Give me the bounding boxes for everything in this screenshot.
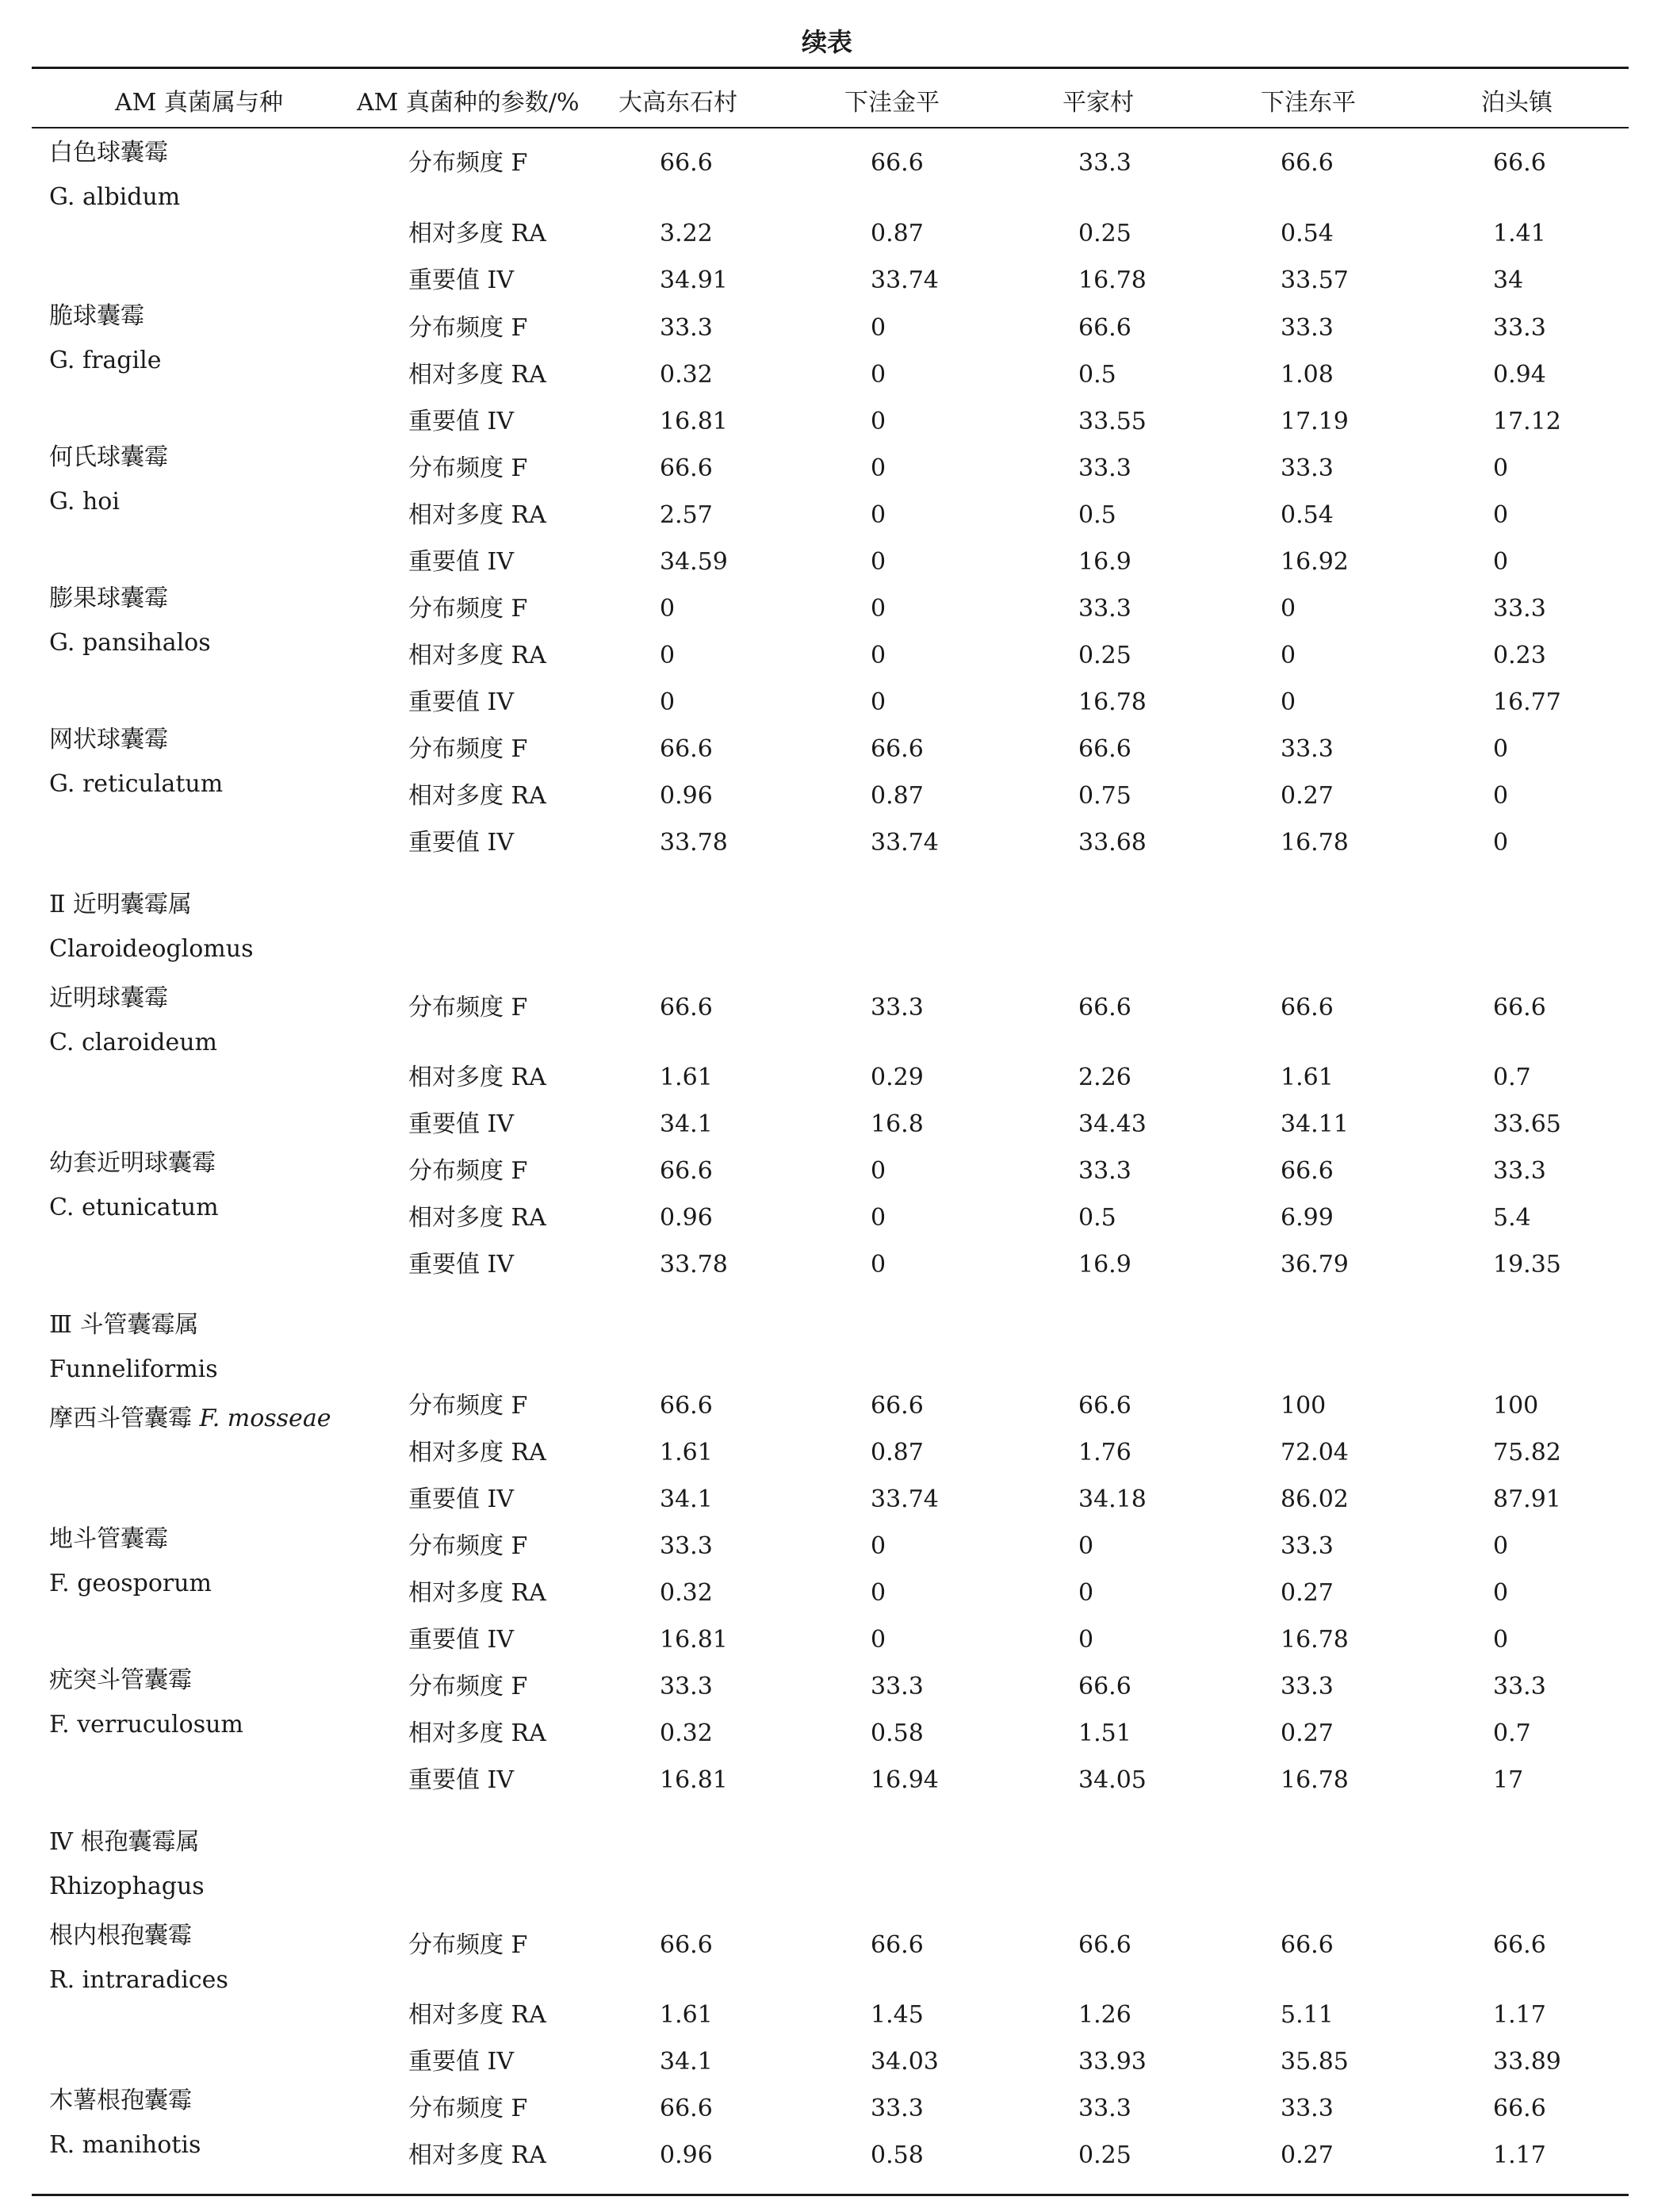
header-site-2: 下洼金平 — [844, 89, 940, 117]
row-parameter: 分布频度 F — [408, 454, 528, 482]
value-site-2: 66.6 — [871, 735, 924, 763]
value-site-4: 66.6 — [1281, 1931, 1334, 1959]
value-site-1: 1.61 — [660, 1439, 713, 1466]
value-site-2: 0 — [871, 361, 886, 389]
value-site-3: 34.43 — [1078, 1110, 1147, 1138]
header-rule — [32, 127, 1629, 128]
value-site-2: 33.74 — [871, 266, 939, 294]
value-site-5: 17.12 — [1493, 408, 1561, 435]
value-site-1: 2.57 — [660, 501, 713, 529]
value-site-1: 66.6 — [660, 735, 713, 763]
value-site-4: 16.78 — [1281, 1766, 1349, 1794]
value-site-1: 1.61 — [660, 2001, 713, 2029]
value-site-3: 16.78 — [1078, 688, 1147, 716]
row-parameter: 分布频度 F — [408, 314, 528, 342]
genus-latin: Claroideoglomus — [49, 935, 254, 963]
row-parameter: 相对多度 RA — [408, 1204, 546, 1232]
value-site-1: 66.6 — [660, 994, 713, 1022]
value-site-2: 0 — [871, 501, 886, 529]
value-site-2: 0 — [871, 1532, 886, 1560]
value-site-5: 0.7 — [1493, 1719, 1531, 1747]
value-site-4: 0.27 — [1281, 1579, 1334, 1607]
value-site-2: 0 — [871, 454, 886, 482]
value-site-3: 33.3 — [1078, 595, 1131, 623]
row-parameter: 分布频度 F — [408, 595, 528, 623]
value-site-3: 0.25 — [1078, 2141, 1131, 2169]
row-parameter: 相对多度 RA — [408, 2141, 546, 2169]
row-parameter: 相对多度 RA — [408, 501, 546, 529]
value-site-1: 34.1 — [660, 1486, 713, 1513]
value-site-5: 0.23 — [1493, 642, 1546, 669]
value-site-4: 66.6 — [1281, 1157, 1334, 1185]
value-site-3: 16.78 — [1078, 266, 1147, 294]
value-site-4: 33.3 — [1281, 735, 1334, 763]
value-site-2: 33.3 — [871, 994, 924, 1022]
row-parameter: 分布频度 F — [408, 1157, 528, 1185]
value-site-5: 66.6 — [1493, 149, 1546, 177]
value-site-2: 0.87 — [871, 1439, 924, 1466]
value-site-2: 66.6 — [871, 1931, 924, 1959]
value-site-3: 16.9 — [1078, 548, 1131, 576]
value-site-1: 66.6 — [660, 1392, 713, 1420]
value-site-1: 66.6 — [660, 2095, 713, 2122]
species-latin: G. albidum — [49, 183, 181, 211]
value-site-1: 66.6 — [660, 1157, 713, 1185]
row-parameter: 重要值 IV — [408, 1486, 515, 1513]
value-site-5: 0 — [1493, 782, 1509, 810]
species-latin: F. geosporum — [49, 1570, 212, 1597]
value-site-2: 0.87 — [871, 782, 924, 810]
species-name-with-latin — [49, 1407, 331, 1431]
value-site-3: 0.5 — [1078, 361, 1116, 389]
value-site-3: 33.68 — [1078, 829, 1147, 857]
value-site-3: 0.5 — [1078, 1204, 1116, 1232]
row-parameter: 分布频度 F — [408, 735, 528, 763]
value-site-5: 1.41 — [1493, 220, 1546, 247]
value-site-1: 16.81 — [660, 1766, 728, 1794]
row-parameter: 重要值 IV — [408, 829, 515, 857]
value-site-4: 0 — [1281, 642, 1296, 669]
value-site-5: 0 — [1493, 454, 1509, 482]
value-site-5: 34 — [1493, 266, 1524, 294]
genus-latin: Funneliformis — [49, 1355, 218, 1383]
row-parameter: 重要值 IV — [408, 1626, 515, 1654]
value-site-3: 33.3 — [1078, 1157, 1131, 1185]
genus-name: Ⅳ 根孢囊霉属 — [49, 1828, 200, 1856]
value-site-2: 33.74 — [871, 1486, 939, 1513]
value-site-4: 1.61 — [1281, 1064, 1334, 1091]
top-rule — [32, 67, 1629, 69]
value-site-5: 75.82 — [1493, 1439, 1561, 1466]
value-site-3: 33.55 — [1078, 408, 1147, 435]
value-site-2: 0 — [871, 595, 886, 623]
species-latin: C. claroideum — [49, 1029, 217, 1056]
value-site-1: 0 — [660, 688, 676, 716]
species-latin: R. intraradices — [49, 1966, 228, 1994]
header-site-1: 大高东石村 — [618, 89, 737, 117]
row-parameter: 分布频度 F — [408, 1392, 528, 1420]
value-site-4: 100 — [1281, 1392, 1327, 1420]
value-site-5: 66.6 — [1493, 994, 1546, 1022]
species-name: 地斗管囊霉 — [49, 1525, 168, 1553]
value-site-1: 33.3 — [660, 1673, 713, 1700]
species-name: 木薯根孢囊霉 — [49, 2087, 192, 2114]
species-latin: R. manihotis — [49, 2131, 201, 2159]
species-name: 白色球囊霉 — [49, 139, 168, 167]
row-parameter: 相对多度 RA — [408, 1064, 546, 1091]
header-site-3: 平家村 — [1062, 89, 1134, 117]
species-name: 摩西斗管囊霉 — [49, 1405, 192, 1432]
value-site-4: 33.57 — [1281, 266, 1349, 294]
value-site-5: 0 — [1493, 501, 1509, 529]
value-site-4: 6.99 — [1281, 1204, 1334, 1232]
value-site-5: 33.3 — [1493, 314, 1546, 342]
value-site-3: 34.05 — [1078, 1766, 1147, 1794]
value-site-4: 66.6 — [1281, 149, 1334, 177]
value-site-2: 0 — [871, 1579, 886, 1607]
value-site-3: 66.6 — [1078, 1673, 1131, 1700]
row-parameter: 重要值 IV — [408, 2048, 515, 2076]
value-site-2: 0.58 — [871, 1719, 924, 1747]
row-parameter: 相对多度 RA — [408, 1439, 546, 1466]
value-site-2: 33.3 — [871, 1673, 924, 1700]
species-latin: F. verruculosum — [49, 1711, 243, 1739]
value-site-3: 33.3 — [1078, 454, 1131, 482]
value-site-1: 16.81 — [660, 1626, 728, 1654]
row-parameter: 分布频度 F — [408, 149, 528, 177]
row-parameter: 分布频度 F — [408, 1673, 528, 1700]
value-site-2: 0.58 — [871, 2141, 924, 2169]
value-site-3: 66.6 — [1078, 314, 1131, 342]
value-site-2: 16.8 — [871, 1110, 924, 1138]
value-site-4: 0 — [1281, 688, 1296, 716]
header-species: AM 真菌属与种 — [115, 89, 283, 117]
value-site-1: 34.91 — [660, 266, 728, 294]
value-site-3: 33.93 — [1078, 2048, 1147, 2076]
species-name: 脆球囊霉 — [49, 302, 144, 330]
value-site-4: 5.11 — [1281, 2001, 1334, 2029]
value-site-1: 0.96 — [660, 1204, 713, 1232]
value-site-5: 33.89 — [1493, 2048, 1561, 2076]
header-site-5: 泊头镇 — [1481, 89, 1553, 117]
value-site-4: 33.3 — [1281, 1673, 1334, 1700]
value-site-1: 1.61 — [660, 1064, 713, 1091]
species-name: 根内根孢囊霉 — [49, 1922, 192, 1949]
value-site-2: 33.74 — [871, 829, 939, 857]
value-site-4: 16.78 — [1281, 1626, 1349, 1654]
row-parameter: 重要值 IV — [408, 408, 515, 435]
value-site-5: 87.91 — [1493, 1486, 1561, 1513]
value-site-3: 66.6 — [1078, 735, 1131, 763]
value-site-2: 0 — [871, 642, 886, 669]
value-site-3: 33.3 — [1078, 149, 1131, 177]
header-parameter: AM 真菌种的参数/% — [357, 89, 580, 117]
value-site-3: 66.6 — [1078, 994, 1131, 1022]
value-site-1: 33.3 — [660, 1532, 713, 1560]
value-site-5: 33.3 — [1493, 1157, 1546, 1185]
value-site-4: 86.02 — [1281, 1486, 1349, 1513]
species-name: 幼套近明球囊霉 — [49, 1149, 216, 1177]
value-site-1: 0.32 — [660, 1719, 713, 1747]
value-site-5: 0 — [1493, 829, 1509, 857]
value-site-3: 0.25 — [1078, 220, 1131, 247]
value-site-1: 33.78 — [660, 1251, 728, 1279]
value-site-4: 35.85 — [1281, 2048, 1349, 2076]
species-latin: G. fragile — [49, 347, 162, 374]
value-site-5: 19.35 — [1493, 1251, 1561, 1279]
row-parameter: 重要值 IV — [408, 1766, 515, 1794]
value-site-1: 34.1 — [660, 2048, 713, 2076]
genus-latin: Rhizophagus — [49, 1873, 205, 1900]
value-site-4: 0.27 — [1281, 2141, 1334, 2169]
value-site-4: 0.54 — [1281, 501, 1334, 529]
value-site-3: 2.26 — [1078, 1064, 1131, 1091]
value-site-1: 34.59 — [660, 548, 728, 576]
value-site-5: 17 — [1493, 1766, 1524, 1794]
value-site-3: 66.6 — [1078, 1931, 1131, 1959]
value-site-5: 1.17 — [1493, 2001, 1546, 2029]
species-name: 网状球囊霉 — [49, 726, 168, 753]
value-site-1: 3.22 — [660, 220, 713, 247]
species-name: 何氏球囊霉 — [49, 443, 168, 471]
value-site-5: 66.6 — [1493, 1931, 1546, 1959]
value-site-5: 0 — [1493, 735, 1509, 763]
value-site-1: 34.1 — [660, 1110, 713, 1138]
value-site-5: 0 — [1493, 548, 1509, 576]
value-site-1: 0.96 — [660, 2141, 713, 2169]
value-site-5: 0.7 — [1493, 1064, 1531, 1091]
value-site-4: 33.3 — [1281, 314, 1334, 342]
row-parameter: 重要值 IV — [408, 548, 515, 576]
species-name: 疣突斗管囊霉 — [49, 1666, 192, 1694]
row-parameter: 相对多度 RA — [408, 1579, 546, 1607]
row-parameter: 相对多度 RA — [408, 220, 546, 247]
value-site-5: 66.6 — [1493, 2095, 1546, 2122]
row-parameter: 相对多度 RA — [408, 2001, 546, 2029]
value-site-4: 33.3 — [1281, 2095, 1334, 2122]
value-site-3: 0.75 — [1078, 782, 1131, 810]
value-site-5: 0 — [1493, 1532, 1509, 1560]
value-site-2: 0 — [871, 548, 886, 576]
value-site-2: 0 — [871, 688, 886, 716]
value-site-2: 0 — [871, 408, 886, 435]
value-site-2: 0 — [871, 1157, 886, 1185]
row-parameter: 分布频度 F — [408, 1532, 528, 1560]
value-site-1: 0.32 — [660, 361, 713, 389]
value-site-2: 33.3 — [871, 2095, 924, 2122]
row-parameter: 重要值 IV — [408, 1251, 515, 1279]
value-site-4: 16.92 — [1281, 548, 1349, 576]
value-site-2: 0 — [871, 1626, 886, 1654]
value-site-4: 36.79 — [1281, 1251, 1349, 1279]
value-site-2: 0.29 — [871, 1064, 924, 1091]
value-site-4: 1.08 — [1281, 361, 1334, 389]
value-site-4: 17.19 — [1281, 408, 1349, 435]
genus-name: Ⅲ 斗管囊霉属 — [49, 1311, 199, 1339]
value-site-1: 0 — [660, 595, 676, 623]
value-site-5: 0 — [1493, 1579, 1509, 1607]
value-site-2: 0 — [871, 314, 886, 342]
genus-name: Ⅱ 近明囊霉属 — [49, 891, 192, 918]
value-site-2: 66.6 — [871, 1392, 924, 1420]
value-site-5: 33.3 — [1493, 595, 1546, 623]
value-site-3: 1.26 — [1078, 2001, 1131, 2029]
value-site-4: 34.11 — [1281, 1110, 1349, 1138]
value-site-5: 0 — [1493, 1626, 1509, 1654]
value-site-3: 0 — [1078, 1579, 1094, 1607]
value-site-5: 100 — [1493, 1392, 1539, 1420]
value-site-1: 66.6 — [660, 454, 713, 482]
value-site-4: 0.54 — [1281, 220, 1334, 247]
value-site-1: 33.78 — [660, 829, 728, 857]
value-site-4: 33.3 — [1281, 454, 1334, 482]
value-site-3: 33.3 — [1078, 2095, 1131, 2122]
value-site-2: 0 — [871, 1251, 886, 1279]
value-site-1: 0.32 — [660, 1579, 713, 1607]
value-site-1: 66.6 — [660, 149, 713, 177]
value-site-1: 0 — [660, 642, 676, 669]
value-site-3: 0.5 — [1078, 501, 1116, 529]
value-site-2: 16.94 — [871, 1766, 939, 1794]
value-site-1: 16.81 — [660, 408, 728, 435]
value-site-4: 33.3 — [1281, 1532, 1334, 1560]
value-site-5: 1.17 — [1493, 2141, 1546, 2169]
value-site-4: 16.78 — [1281, 829, 1349, 857]
value-site-2: 0.87 — [871, 220, 924, 247]
value-site-4: 0 — [1281, 595, 1296, 623]
value-site-3: 66.6 — [1078, 1392, 1131, 1420]
value-site-3: 0 — [1078, 1626, 1094, 1654]
row-parameter: 分布频度 F — [408, 2095, 528, 2122]
value-site-2: 0 — [871, 1204, 886, 1232]
species-name: 近明球囊霉 — [49, 984, 168, 1012]
value-site-3: 1.51 — [1078, 1719, 1131, 1747]
value-site-4: 0.27 — [1281, 1719, 1334, 1747]
row-parameter: 分布频度 F — [408, 994, 528, 1022]
header-site-4: 下洼东平 — [1261, 89, 1356, 117]
value-site-5: 33.65 — [1493, 1110, 1561, 1138]
species-latin: G. reticulatum — [49, 770, 224, 798]
species-latin: G. pansihalos — [49, 629, 211, 657]
value-site-1: 66.6 — [660, 1931, 713, 1959]
value-site-2: 34.03 — [871, 2048, 939, 2076]
value-site-3: 16.9 — [1078, 1251, 1131, 1279]
value-site-4: 66.6 — [1281, 994, 1334, 1022]
row-parameter: 重要值 IV — [408, 266, 515, 294]
value-site-2: 66.6 — [871, 149, 924, 177]
value-site-5: 5.4 — [1493, 1204, 1531, 1232]
value-site-5: 33.3 — [1493, 1673, 1546, 1700]
row-parameter: 相对多度 RA — [408, 782, 546, 810]
species-name: 膨果球囊霉 — [49, 585, 168, 612]
value-site-4: 0.27 — [1281, 782, 1334, 810]
table-title: 续表 — [801, 27, 852, 57]
value-site-3: 34.18 — [1078, 1486, 1147, 1513]
value-site-5: 0.94 — [1493, 361, 1546, 389]
value-site-5: 16.77 — [1493, 688, 1561, 716]
value-site-4: 72.04 — [1281, 1439, 1349, 1466]
value-site-3: 0 — [1078, 1532, 1094, 1560]
row-parameter: 重要值 IV — [408, 688, 515, 716]
species-latin: G. hoi — [49, 488, 120, 516]
bottom-rule — [32, 2194, 1629, 2196]
row-parameter: 相对多度 RA — [408, 642, 546, 669]
species-latin: C. etunicatum — [49, 1194, 219, 1221]
value-site-1: 0.96 — [660, 782, 713, 810]
row-parameter: 分布频度 F — [408, 1931, 528, 1959]
row-parameter: 重要值 IV — [408, 1110, 515, 1138]
species-latin: F. mosseae — [199, 1405, 331, 1432]
value-site-1: 33.3 — [660, 314, 713, 342]
value-site-3: 1.76 — [1078, 1439, 1131, 1466]
value-site-3: 0.25 — [1078, 642, 1131, 669]
row-parameter: 相对多度 RA — [408, 1719, 546, 1747]
row-parameter: 相对多度 RA — [408, 361, 546, 389]
value-site-2: 1.45 — [871, 2001, 924, 2029]
